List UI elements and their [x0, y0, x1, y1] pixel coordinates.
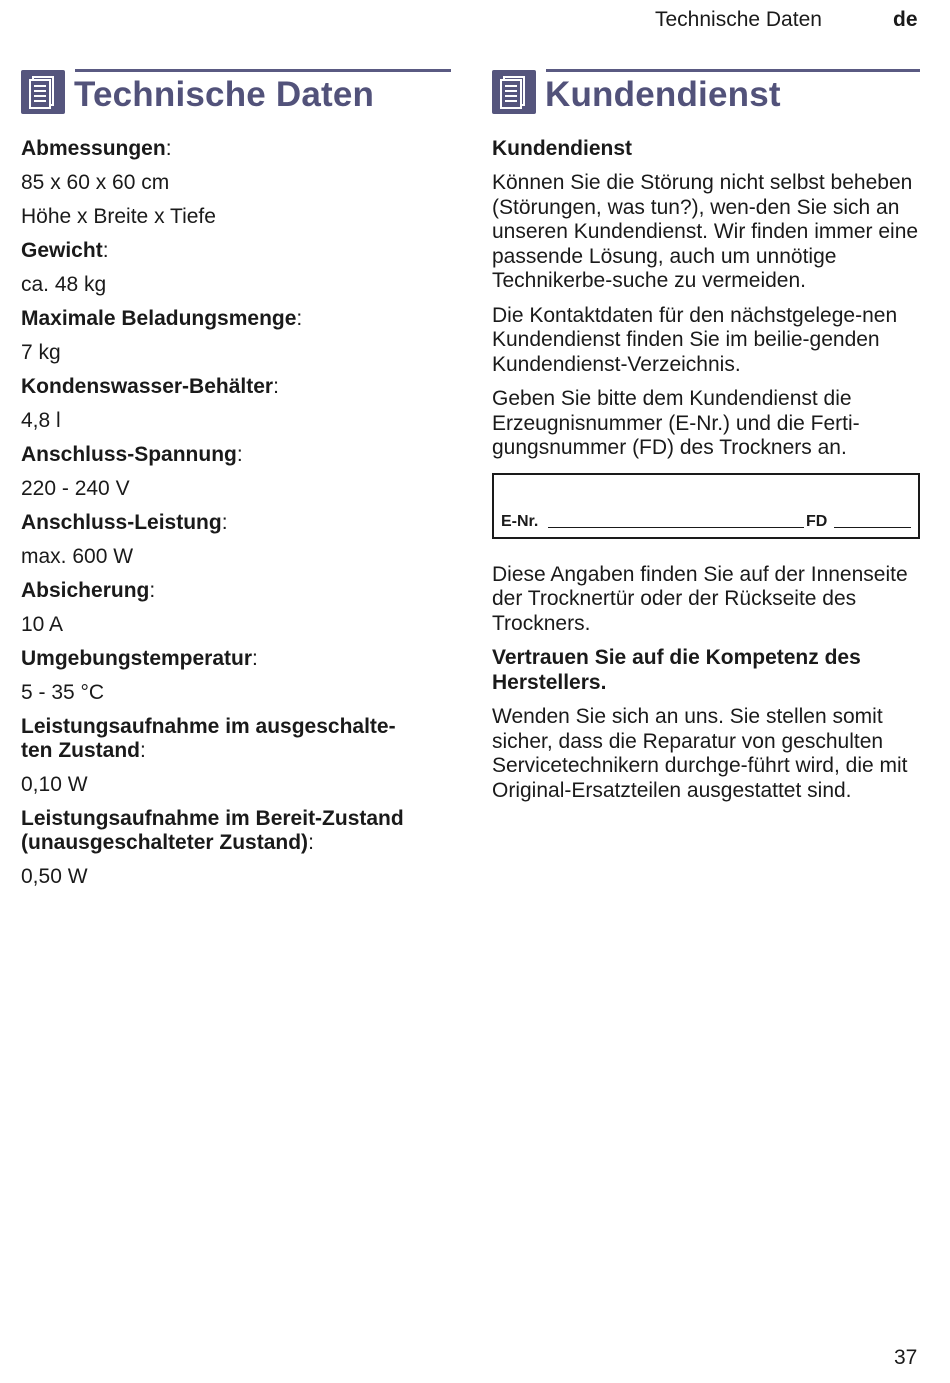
customer-service-section: [492, 68, 920, 813]
spec-label-text: ten Zustand: [21, 739, 140, 762]
spec-value: ca. 48 kg: [21, 273, 107, 296]
spec-label-text: Gewicht: [21, 239, 103, 262]
enr-label: E-Nr.: [501, 512, 539, 530]
product-number-box: [492, 473, 920, 539]
spec-value: 220 - 240 V: [21, 477, 130, 500]
spec-label-text: Absicherung: [21, 579, 150, 602]
paragraph-trust-manufacturer: Vertrauen Sie auf die Kompetenz des Herstellers.: [492, 646, 861, 694]
spec-label: Anschluss-Leistung:: [21, 511, 228, 534]
spec-label-text: Kondenswasser-Behälter: [21, 375, 274, 398]
paragraph-product-numbers: Geben Sie bitte dem Kundendienst die Erzeugnisnummer (E-Nr.) und die Ferti-gungsnummer (FD) des Trockners an.: [492, 387, 860, 459]
running-header-title: Technische Daten: [655, 8, 822, 31]
spec-label: Kondenswasser-Behälter:: [21, 375, 279, 398]
paragraph-contact-us: Wenden Sie sich an uns. Sie stellen somit sicher, dass die Reparatur von geschulten Servicetechnikern durchge-führt wird, die mit Original-Ersatzteilen ausgestattet sind.: [492, 705, 908, 802]
fd-write-line: [834, 527, 911, 529]
language-code: de: [893, 8, 918, 31]
spec-list: [21, 132, 451, 894]
spec-label-text: Umgebungstemperatur: [21, 647, 253, 670]
spec-label: Gewicht:: [21, 239, 109, 262]
subheading: Kundendienst: [492, 137, 632, 160]
section-title: Kundendienst: [545, 75, 781, 114]
spec-label-text: Abmessungen: [21, 137, 166, 160]
section-rule: [546, 69, 920, 72]
spec-value: 0,10 W: [21, 773, 88, 796]
spec-value: 5 - 35 °C: [21, 681, 105, 704]
spec-label-text: Anschluss-Leistung: [21, 511, 222, 534]
enr-write-line: [548, 527, 804, 529]
spec-value: 85 x 60 x 60 cm: [21, 171, 170, 194]
spec-label: Abmessungen:: [21, 137, 172, 160]
technical-data-section: [21, 68, 451, 894]
spec-label: Leistungsaufnahme im Bereit-Zustand (unausgeschalteter Zustand):: [21, 807, 404, 854]
spec-value: 7 kg: [21, 341, 61, 364]
spec-label-text: Anschluss-Spannung: [21, 443, 237, 466]
fd-label: FD: [806, 512, 828, 530]
document-icon: [21, 70, 65, 114]
spec-value: 0,50 W: [21, 865, 88, 888]
spec-label: Anschluss-Spannung:: [21, 443, 243, 466]
spec-label-text: Leistungsaufnahme im ausgeschalte-: [21, 715, 396, 738]
section-rule: [75, 69, 451, 72]
spec-value: 4,8 l: [21, 409, 61, 432]
spec-label: Absicherung:: [21, 579, 156, 602]
paragraph-contact-service: Können Sie die Störung nicht selbst beheben (Störungen, was tun?), wen-den Sie sich an unseren Kundendienst. Wir finden immer eine passende Lösung, auch um unnötige Technikerbe-suche zu vermeiden.: [492, 171, 919, 292]
section-header: [21, 68, 451, 116]
spec-value: Höhe x Breite x Tiefe: [21, 205, 216, 228]
spec-label: Maximale Beladungsmenge:: [21, 307, 303, 330]
paragraph-contact-data: Die Kontaktdaten für den nächstgelege-nen Kundendienst finden Sie im beilie-genden Kundendienst-Verzeichnis.: [492, 303, 898, 376]
spec-label-text: Leistungsaufnahme im Bereit-Zustand: [21, 807, 404, 830]
document-icon: [492, 70, 536, 114]
section-title: Technische Daten: [74, 75, 375, 114]
spec-label-text: Maximale Beladungsmenge: [21, 307, 297, 330]
spec-label-text: (unausgeschalteter Zustand): [21, 831, 309, 854]
section-header: [492, 68, 920, 116]
spec-label: Umgebungstemperatur:: [21, 647, 258, 670]
paragraph-label-location: Diese Angaben finden Sie auf der Innenseite der Trocknertür oder der Rückseite des Trockners.: [492, 562, 908, 635]
spec-value: max. 600 W: [21, 545, 134, 568]
spec-value: 10 A: [21, 613, 64, 636]
spec-label: Leistungsaufnahme im ausgeschalte- ten Zustand:: [21, 715, 396, 762]
page-number: 37: [894, 1346, 918, 1369]
